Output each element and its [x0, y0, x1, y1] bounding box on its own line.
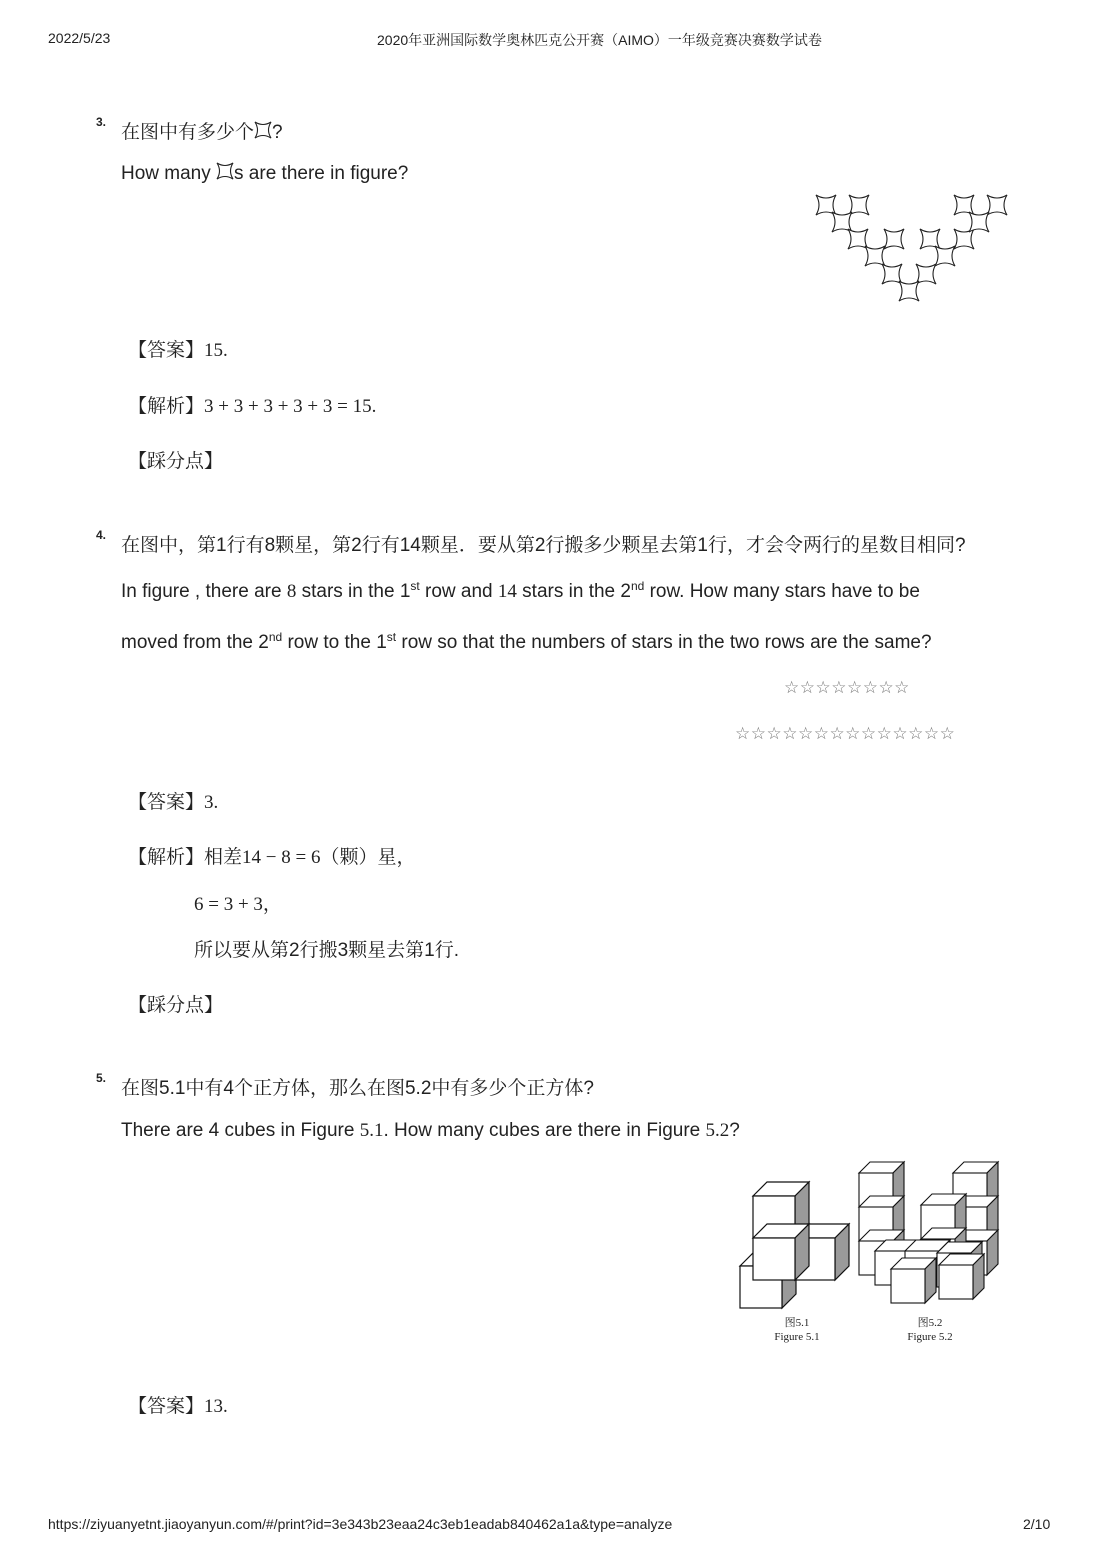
- q5-answer: 【答案】13.: [128, 1396, 228, 1417]
- header-date: 2022/5/23: [48, 30, 111, 46]
- q3-chinese: 在图中有多少个 ?: [121, 122, 283, 143]
- question-number-3: 3.: [96, 115, 107, 129]
- figure-5-1-caption: 图5.1 Figure 5.1: [774, 1317, 820, 1343]
- sparkle-icon: [987, 195, 1007, 215]
- page-number: 2/10: [1023, 1516, 1051, 1532]
- header-title: 2020年亚洲国际数学奥林匹克公开赛（AIMO）一年级竞赛决赛数学试卷: [377, 32, 822, 48]
- q4-chinese: 在图中，第1行有8颗星，第2行有14颗星．要从第2行搬多少颗星去第1行，才会令两行的星数目相同?: [121, 535, 966, 556]
- sparkle-icon: [969, 212, 989, 232]
- q3-english: How many s are there in figure?: [121, 163, 409, 184]
- sparkle-v-figure: [812, 192, 1012, 306]
- q4-scoring: 【踩分点】: [128, 995, 224, 1016]
- question-number-4: 4.: [96, 528, 107, 542]
- sparkle-icon: [920, 229, 940, 249]
- q4-english-line2: moved from the 2nd row to the 1st row so that the numbers of stars in the two rows are the same?: [121, 630, 932, 653]
- question-number-5: 5.: [96, 1071, 107, 1085]
- cube-figures: [735, 1158, 1010, 1318]
- q4-analysis-step2: 6 = 3 + 3，: [194, 894, 282, 915]
- sparkle-icon: [954, 229, 974, 249]
- figure-5-1: [740, 1182, 849, 1308]
- q3-scoring: 【踩分点】: [128, 451, 224, 472]
- q5-english: There are 4 cubes in Figure 5.1. How many cubes are there in Figure 5.2?: [121, 1120, 740, 1141]
- q5-chinese: 在图5.1中有4个正方体，那么在图5.2中有多少个正方体?: [121, 1078, 594, 1099]
- q3-analysis: 【解析】3 + 3 + 3 + 3 + 3 = 15.: [128, 396, 377, 417]
- sparkle-icon: [884, 229, 904, 249]
- q4-analysis-step3: 所以要从第2行搬3颗星去第1行.: [194, 940, 459, 961]
- sparkle-icon: [865, 246, 885, 266]
- sparkle-icon: [935, 246, 955, 266]
- figure-5-2-caption: 图5.2 Figure 5.2: [907, 1317, 953, 1343]
- star-row-1: ☆☆☆☆☆☆☆☆: [784, 678, 910, 697]
- q4-answer: 【答案】3.: [128, 792, 219, 813]
- figure-5-2: [859, 1162, 998, 1303]
- sparkle-icon: [954, 195, 974, 215]
- q4-english-line1: In figure , there are 8 stars in the 1st row and 14 stars in the 2nd row. How many stars have to be: [121, 579, 920, 602]
- sparkle-icon: [899, 281, 919, 301]
- q3-answer: 【答案】15.: [128, 340, 228, 361]
- sparkle-icon: [254, 121, 272, 139]
- sparkle-icon: [216, 162, 234, 180]
- q4-analysis: 【解析】相差14 − 8 = 6（颗）星，: [128, 847, 416, 868]
- star-row-2: ☆☆☆☆☆☆☆☆☆☆☆☆☆☆: [735, 724, 956, 743]
- footer-url: https://ziyuanyetnt.jiaoyanyun.com/#/print?id=3e343b23eaa24c3eb1eadab840462a1a&type=analyze: [48, 1516, 673, 1532]
